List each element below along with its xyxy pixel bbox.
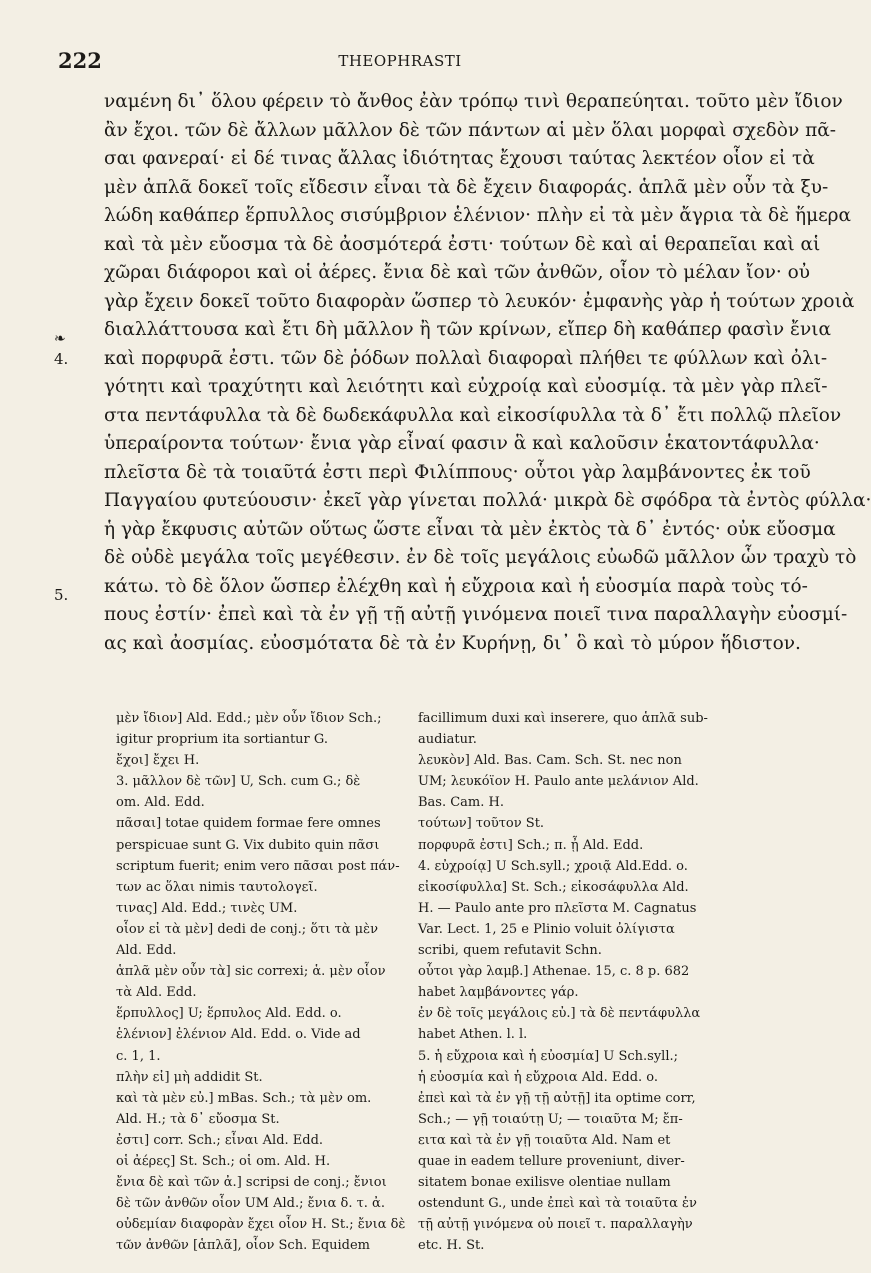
note-line: Ald. Edd. xyxy=(116,943,177,959)
section-number-4: 4. xyxy=(54,350,69,368)
note-line: τούτων] τοῦτον St. xyxy=(418,816,545,832)
note-line: sitatem bonae exilisve olentiae nullam xyxy=(418,1175,671,1191)
note-line: τὰ Ald. Edd. xyxy=(116,985,197,1001)
note-line: τῇ αὐτῇ γινόμενα οὐ ποιεῖ τ. παραλλαγὴν xyxy=(418,1217,693,1233)
note-line: μὲν ἴδιον] Ald. Edd.; μὲν οὖν ἴδιον Sch.; xyxy=(116,711,382,726)
main-text-line: ας καὶ ἀοσμίας. εὐοσμότατα δὲ τὰ ἐν Κυρήνῃ, δι᾽ ὃ καὶ τὸ μύρον ἥδιστον. xyxy=(104,632,801,654)
note-line: 3. μᾶλλον δὲ τῶν] U, Sch. cum G.; δὲ xyxy=(116,774,361,790)
note-line: ἐπεὶ καὶ τὰ ἐν γῇ τῇ αὐτῇ] ita optime corr, xyxy=(418,1090,696,1106)
note-line: πλὴν εἰ] μὴ addidit St. xyxy=(116,1069,263,1085)
note-line: ἡ εὐοσμία καὶ ἡ εὔχροια Ald. Edd. o. xyxy=(418,1069,659,1085)
main-text-block xyxy=(104,88,871,658)
note-line: 5. ἡ εὔχροια καὶ ἡ εὐοσμία] U Sch.syll.; xyxy=(418,1048,678,1064)
note-line: καὶ τὰ μὲν εὐ.] mBas. Sch.; τὰ μὲν om. xyxy=(116,1090,372,1106)
note-line: των ac ὅλαι nimis ταυτολογεῖ. xyxy=(116,879,318,895)
note-line: ἐν δὲ τοῖς μεγάλοις εὐ.] τὰ δὲ πεντάφυλλα xyxy=(418,1006,701,1022)
note-line: οὐδεμίαν διαφορὰν ἔχει οἷον H. St.; ἔνια δὲ xyxy=(116,1217,406,1233)
note-line: τῶν ἀνθῶν [ἁπλᾶ], οἷον Sch. Equidem xyxy=(116,1238,371,1254)
note-line: ostendunt G., unde ἐπεὶ καὶ τὰ τοιαῦτα ἐν xyxy=(418,1196,697,1212)
main-text-line: ἡ γὰρ ἔκφυσις αὐτῶν οὕτως ὥστε εἶναι τὰ μὲν ἐκτὸς τὰ δ᾽ ἐντός· οὐκ εὔοσμα xyxy=(104,518,836,540)
note-line: Ald. H.; τὰ δ᾽ εὔοσμα St. xyxy=(116,1111,280,1127)
note-line: habet Athen. l. l. xyxy=(418,1027,528,1043)
note-line: audiatur. xyxy=(418,732,477,748)
main-text-line: πλεῖστα δὲ τὰ τοιαῦτά ἐστι περὶ Φιλίππους· οὗτοι γὰρ λαμβάνοντες ἐκ τοῦ xyxy=(104,461,811,483)
note-line: habet λαμβάνοντες γάρ. xyxy=(418,985,579,1001)
note-line: ἔχοι] ἔχει H. xyxy=(116,753,200,769)
page-number: 222 xyxy=(58,48,102,73)
note-line: Var. Lect. 1, 25 e Plinio voluit ὀλίγιστα xyxy=(418,921,675,937)
main-text-line: μὲν ἁπλᾶ δοκεῖ τοῖς εἴδεσιν εἶναι τὰ δὲ ἔχειν διαφοράς. ἁπλᾶ μὲν οὖν τὰ ξυ- xyxy=(104,176,829,198)
note-line: om. Ald. Edd. xyxy=(116,795,205,811)
note-line: ἑλένιον] ἐλένιον Ald. Edd. o. Vide ad xyxy=(116,1027,361,1043)
main-text-line: ναμένη δι᾽ ὅλου φέρειν τὸ ἄνθος ἐὰν τρόπῳ τινὶ θεραπεύηται. τοῦτο μὲν ἴδιον xyxy=(104,91,843,112)
main-text-line: δὲ οὐδὲ μεγάλα τοῖς μεγέθεσιν. ἐν δὲ τοῖς μεγάλοις εὐωδῶ μᾶλλον ὧν τραχὺ τὸ xyxy=(104,547,857,568)
note-line: H. — Paulo ante pro πλεῖστα M. Cagnatus xyxy=(418,900,697,916)
note-line: πᾶσαι] totae quidem formae fere omnes xyxy=(116,816,381,832)
note-line: scribi, quem refutavit Schn. xyxy=(418,943,602,959)
note-line: scriptum fuerit; enim vero πᾶσαι post πάν- xyxy=(116,858,400,874)
note-line: ἐστι] corr. Sch.; εἶναι Ald. Edd. xyxy=(116,1132,324,1148)
note-line: οἷον εἰ τὰ μὲν] dedi de conj.; ὅτι τὰ μὲν xyxy=(116,921,378,937)
note-line: λευκὸν] Ald. Bas. Cam. Sch. St. nec non xyxy=(418,753,682,769)
main-text-line: πους ἐστίν· ἐπεὶ καὶ τὰ ἐν γῇ τῇ αὐτῇ γινόμενα ποιεῖ τινα παραλλαγὴν εὐοσμί- xyxy=(104,604,848,625)
critical-notes-right-column xyxy=(418,708,748,1256)
note-line: ἕρπυλλος] U; ἕρπυλος Ald. Edd. o. xyxy=(116,1006,342,1022)
note-line: ειτα καὶ τὰ ἐν γῇ τοιαῦτα Ald. Nam et xyxy=(418,1132,671,1148)
note-line: πορφυρᾶ ἐστι] Sch.; π. ᾖ Ald. Edd. xyxy=(418,837,644,853)
note-line: facillimum duxi καὶ inserere, quo ἁπλᾶ sub- xyxy=(418,711,708,726)
note-line: 4. εὐχροίᾳ] U Sch.syll.; χροιᾷ Ald.Edd. o. xyxy=(418,858,688,874)
note-line: UM; λευκόϊον H. Paulo ante μελάνιον Ald. xyxy=(418,774,699,790)
main-text-line: κάτω. τὸ δὲ ὅλον ὥσπερ ἐλέχθη καὶ ἡ εὔχροια καὶ ἡ εὐοσμία παρὰ τοὺς τό- xyxy=(104,575,808,597)
note-line: οἱ ἀέρες] St. Sch.; οἱ om. Ald. H. xyxy=(116,1153,331,1169)
note-line: τινας] Ald. Edd.; τινὲς UM. xyxy=(116,900,298,916)
main-text-line: γὰρ ἔχειν δοκεῖ τοῦτο διαφορὰν ὥσπερ τὸ λευκόν· ἐμφανὴς γὰρ ἡ τούτων χροιὰ xyxy=(104,290,855,312)
main-text-line: λώδη καθάπερ ἕρπυλλος σισύμβριον ἑλένιον· πλὴν εἰ τὰ μὲν ἄγρια τὰ δὲ ἥμερα xyxy=(104,205,852,226)
pointing-hand-icon: ❧ xyxy=(54,331,66,347)
note-line: perspicuae sunt G. Vix dubito quin πᾶσι xyxy=(116,837,380,853)
main-text-line: σαι φανεραί· εἰ δέ τινας ἄλλας ἰδιότητας ἔχουσι ταύτας λεκτέον οἷον εἰ τὰ xyxy=(104,148,815,169)
running-head: THEOPHRASTI xyxy=(338,52,462,70)
note-line: igitur proprium ita sortiantur G. xyxy=(116,732,328,748)
note-line: ἔνια δὲ καὶ τῶν ἀ.] scripsi de conj.; ἔνιοι xyxy=(116,1175,387,1191)
note-line: c. 1, 1. xyxy=(116,1048,161,1064)
note-line: δὲ τῶν ἀνθῶν οἷον UM Ald.; ἔνια δ. τ. ἀ. xyxy=(116,1196,385,1212)
main-text-line: διαλλάττουσα καὶ ἔτι δὴ μᾶλλον ἢ τῶν κρίνων, εἴπερ δὴ καθάπερ φασὶν ἔνια xyxy=(104,319,831,340)
main-text-line: καὶ πορφυρᾶ ἐστι. τῶν δὲ ῥόδων πολλαὶ διαφοραὶ πλήθει τε φύλλων καὶ ὀλι- xyxy=(104,347,828,369)
note-line: οὗτοι γὰρ λαμβ.] Athenae. 15, c. 8 p. 682 xyxy=(418,964,690,980)
main-text-line: ἂν ἔχοι. τῶν δὲ ἄλλων μᾶλλον δὲ τῶν πάντων αἱ μὲν ὅλαι μορφαὶ σχεδὸν πᾶ- xyxy=(104,119,836,141)
page-header xyxy=(58,48,742,72)
note-line: Sch.; — γῇ τοιαύτῃ U; — τοιαῦτα M; ἔπ- xyxy=(418,1111,683,1127)
main-text-line: ὑπεραίροντα τούτων· ἔνια γὰρ εἶναί φασιν ἃ καὶ καλοῦσιν ἑκατοντάφυλλα· xyxy=(104,433,820,454)
main-text-line: Παγγαίου φυτεύουσιν· ἐκεῖ γὰρ γίνεται πολλά· μικρὰ δὲ σφόδρα τὰ ἐντὸς φύλλα· xyxy=(104,490,871,511)
main-text-line: καὶ τὰ μὲν εὔοσμα τὰ δὲ ἀοσμότερά ἐστι· τούτων δὲ καὶ αἱ θεραπεῖαι καὶ αἱ xyxy=(104,233,821,255)
critical-notes-left-column xyxy=(116,708,406,1256)
note-line: εἰκοσίφυλλα] St. Sch.; εἰκοσάφυλλα Ald. xyxy=(418,879,689,895)
note-line: ἁπλᾶ μὲν οὖν τὰ] sic correxi; ἁ. μὲν οἷον xyxy=(116,964,386,980)
main-text-line: γότητι καὶ τραχύτητι καὶ λειότητι καὶ εὐχροίᾳ καὶ εὐοσμίᾳ. τὰ μὲν γὰρ πλεῖ- xyxy=(104,376,828,397)
note-line: etc. H. St. xyxy=(418,1238,485,1254)
note-line: quae in eadem tellure proveniunt, diver- xyxy=(418,1153,685,1169)
main-text-line: χῶραι διάφοροι καὶ οἱ ἀέρες. ἔνια δὲ καὶ τῶν ἀνθῶν, οἷον τὸ μέλαν ἴον· οὐ xyxy=(104,262,811,283)
main-text-line: στα πεντάφυλλα τὰ δὲ δωδεκάφυλλα καὶ εἰκοσίφυλλα τὰ δ᾽ ἔτι πολλῷ πλεῖον xyxy=(104,404,842,426)
section-number-5: 5. xyxy=(54,586,69,604)
note-line: Bas. Cam. H. xyxy=(418,795,504,811)
